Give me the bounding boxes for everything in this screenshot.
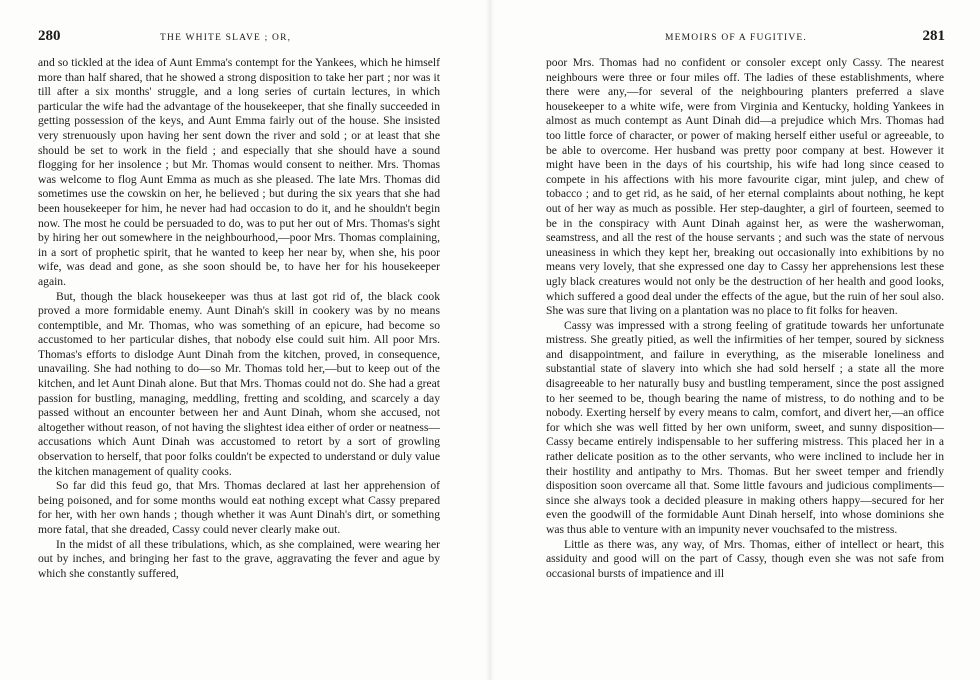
- left-page-number: 280: [38, 28, 61, 44]
- paragraph: In the midst of all these tribulations, which, as she complained, were wearing her out by inches, and bringing her fast to the grave, aggravating the fever and ague by which she constantly suffered,: [38, 537, 440, 580]
- right-page-number: 281: [922, 28, 945, 44]
- paragraph: and so tickled at the idea of Aunt Emma's contempt for the Yankees, which he himself more than half shared, that he showed a strong disposition to take her part ; nor was it till after a six months' struggle, and a long series of curtain lectures, in which particular the wife had the advantage of the housekeeper, that she finally succeeded in getting possession of the keys, and Aunt Emma fairly out of the house. She insisted very strenuously upon having her sent down the river and sold ; or at least that she should be set to work in the field ; and especially that she should have a sound flogging for her insolence ; but Mr. Thomas would consent to neither. Mrs. Thomas was welcome to flog Aunt Emma as much as she pleased. The late Mrs. Thomas did sometimes use the cowskin on her, he believed ; but during the six years that she had been housekeeper for him, he never had had occasion to do it, and he shouldn't begin now. The most he could be persuaded to do, was to put her out of Mrs. Thomas's sight by hiring her out somewhere in the neighbourhood,—poor Mrs. Thomas complaining, in a sort of prophetic spirit, that he wanted to keep her near by, when she, his poor wife, was dead and gone, as she soon should be, to have her for his housekeeper again.: [38, 56, 440, 288]
- paragraph: poor Mrs. Thomas had no confident or consoler except only Cassy. The nearest neighbours were three or four miles off. The ladies of these establishments, where there were any,—for several of the neighbouring planters preferred a slave housekeeper to a white wife, were from Virginia and Kentucky, holding Yankees in almost as much contempt as Aunt Dinah did—a prejudice which Mrs. Thomas had too little force of character, or power of making herself either useful or agreeable, to be able to overcome. Her husband was pretty poor company at best. However it might have been in the days of his courtship, his wife had long since ceased to compete in his affections with his more favourite cigar, mint julep, and chew of tobacco ; and to get rid, as he said, of her eternal complaints about nothing, he kept out of her way as much as possible. Her step-daughter, a girl of fourteen, seemed to be in the conspiracy with Aunt Dinah against her, as were the washerwoman, seamstress, and all the rest of the house servants ; and such was the state of nervous uneasiness in which they kept her, breaking out occasionally into exhibitions by no means very lovely, that she expressed one day to Cassy her apprehensions lest these ugly black creatures would not only be the destruction of her health and good looks, which suffered a good deal under the effects of the ague, but the ruin of her soul also. She was sure that living on a plantation was no place to fit folks for heaven.: [546, 56, 944, 318]
- right-running-head: MEMOIRS OF A FUGITIVE.: [665, 33, 807, 43]
- right-page-body: [546, 56, 944, 581]
- paragraph: So far did this feud go, that Mrs. Thomas declared at last her apprehension of being poisoned, and for some months would eat nothing except what Cassy prepared for her, with her own hands ; though whether it was Aunt Dinah's dirt, or something more fatal, that she dreaded, Cassy could never clearly make out.: [38, 479, 440, 536]
- right-page-header: [547, 28, 945, 51]
- paragraph: Cassy was impressed with a strong feeling of gratitude towards her unfortunate mistress. She greatly pitied, as well the infirmities of her temper, soured by sickness and disappointment, and failure in everything, as the miserable loneliness and substantial state of slavery into which she had sold herself ; a state all the more disagreeable to her naturally busy and bustling temperament, since the post assigned to her seemed to be, though bearing the name of mistress, to do nothing and to be nobody. Exerting herself by every means to calm, comfort, and divert her,—an office for which she was well fitted by her own uniform, sweet, and sunny disposition—Cassy became entirely indispensable to her suffering mistress. This placed her in a rather delicate position as to the other servants, who were inclined to include her in their hostility and antipathy to Mrs. Thomas. But her sweet temper and friendly disposition soon overcame all that. Some little favours and judicious compliments—since she always took a decided pleasure in making others happy—secured for her even the goodwill of the formidable Aunt Dinah herself, into whose dominions she was thus able to venture with an impunity never vouchsafed to the mistress.: [546, 318, 944, 536]
- paragraph: Little as there was, any way, of Mrs. Thomas, either of intellect or heart, this assiduity and good will on the part of Cassy, though even she was not safe from occasional bursts of impatience and ill: [546, 537, 944, 580]
- left-running-head: THE WHITE SLAVE ; OR,: [160, 33, 292, 43]
- paragraph: But, though the black housekeeper was thus at last got rid of, the black cook proved a more formidable enemy. Aunt Dinah's skill in cookery was by no means contemptible, and Mr. Thomas, who was something of an epicure, had become so accustomed to her particular dishes, that nobody else could suit him. All poor Mrs. Thomas's efforts to dislodge Aunt Dinah from the kitchen, proved, in consequence, unavailing. She had nothing to do—so Mr. Thomas told her,—but to keep out of the kitchen, and let Aunt Dinah alone. But that Mrs. Thomas could not do. She had a great passion for bustling, managing, meddling, fretting and scolding, and scarcely a day passed without an encounter between her and Aunt Dinah, whom she accused, not altogether without reason, of not having the slightest idea either of order or neatness—accusations which Aunt Dinah was accustomed to retort by a sort of growling observation to herself, that poor folks couldn't be expected to understand or duly value the kitchen management of quality cooks.: [38, 289, 440, 478]
- left-page-body: [38, 56, 440, 581]
- left-page-header: [38, 28, 440, 51]
